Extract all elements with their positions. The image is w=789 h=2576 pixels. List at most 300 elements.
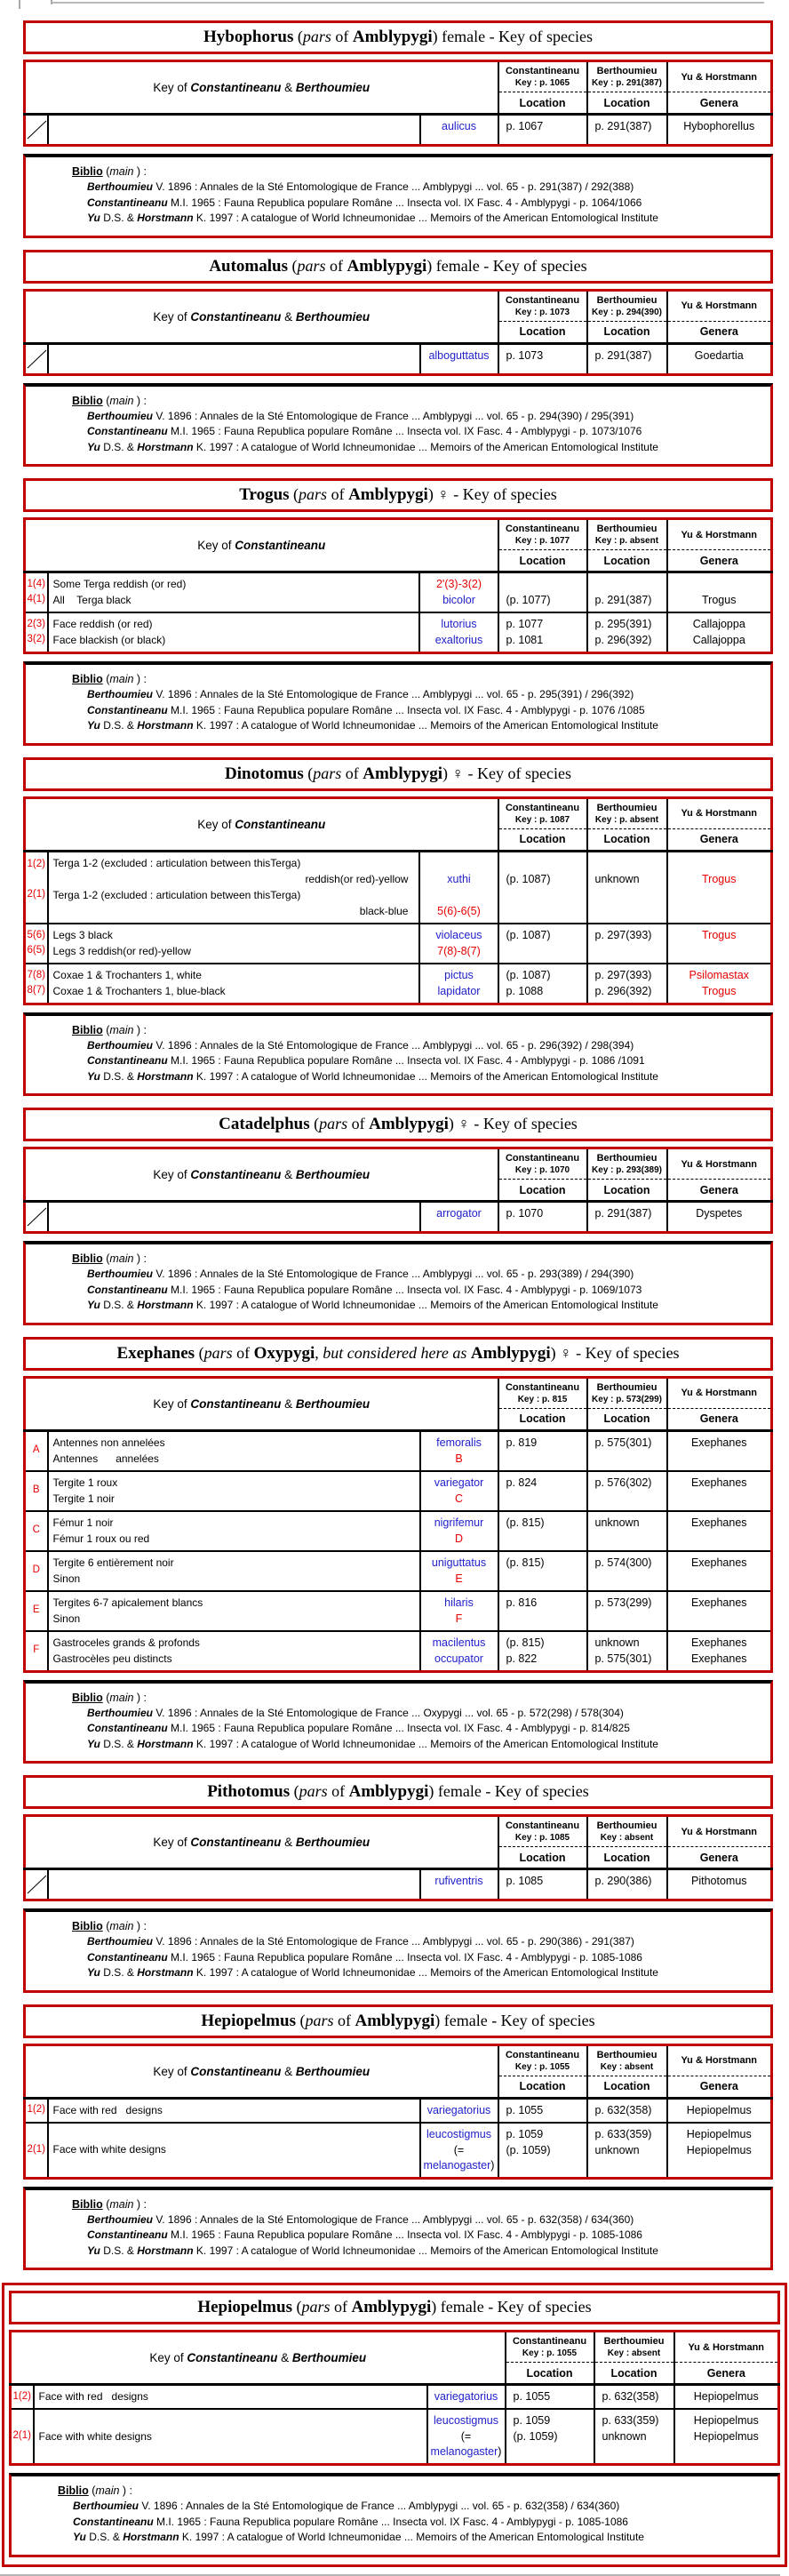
couplet-number: 1(4) xyxy=(27,579,45,589)
species-line xyxy=(420,871,497,887)
column-header-name: Constantineanu xyxy=(512,2336,587,2347)
column-header-berthoumieu xyxy=(594,2332,674,2385)
location-value: p. 1070 xyxy=(506,1207,544,1220)
location-value: p. 574(300) xyxy=(594,1556,652,1569)
section-title-text: of xyxy=(232,1343,254,1362)
biblio-line-text: Berthoumieu xyxy=(87,1038,154,1052)
key-table-row xyxy=(25,2123,772,2179)
couplet-number-cell xyxy=(25,924,48,964)
species-link[interactable]: lapidator xyxy=(437,984,481,997)
location-constantineanu-cell xyxy=(498,572,587,613)
key-table-head-row xyxy=(25,797,772,851)
key-author-label xyxy=(25,1816,498,1869)
section-title-text: Hybophorus xyxy=(203,28,294,46)
species-link[interactable]: variegatorius xyxy=(426,2103,491,2116)
location-value: p. 575(301) xyxy=(594,1436,652,1449)
species-cell xyxy=(419,572,498,613)
criteria-text: reddish(or red)-yellow xyxy=(305,872,409,885)
biblio-heading-text: ) : xyxy=(133,1691,147,1704)
column-header-key-page: Key : absent xyxy=(607,2348,661,2358)
genera-value: Exephanes xyxy=(690,1516,747,1529)
section-title-text: of xyxy=(341,764,363,782)
section-title-text: pars xyxy=(203,1343,233,1362)
section-title-text: Amblypygi xyxy=(355,2011,435,2030)
column-header-subtitle: Location xyxy=(603,325,650,338)
section-title-text: Amblypygi xyxy=(369,1115,449,1133)
column-header-top xyxy=(675,2332,778,2363)
criteria-text: Sinon xyxy=(52,1612,81,1625)
section-title-text: ) ♀ - Key of species xyxy=(427,485,557,503)
column-header-top xyxy=(506,2332,594,2363)
column-header-top xyxy=(588,1379,666,1409)
species-line xyxy=(420,632,497,648)
biblio-line xyxy=(31,718,765,734)
species-cell xyxy=(420,2098,498,2123)
couplet-number: 2(1) xyxy=(12,2430,31,2441)
key-table-row xyxy=(25,1471,772,1511)
key-table xyxy=(23,517,773,654)
key-table-row xyxy=(11,2385,779,2410)
section-title-text: ) ♀ - Key of species xyxy=(550,1343,680,1362)
species-link[interactable]: melanogaster xyxy=(423,2158,491,2172)
key-author-label xyxy=(11,2332,506,2385)
key-table-head-row xyxy=(25,1148,772,1202)
criteria-text: Coxae 1 & Trochanters 1, white xyxy=(52,968,202,981)
species-link[interactable]: leucostigmus xyxy=(434,2414,498,2427)
column-header-berthoumieu xyxy=(587,61,667,115)
couplet-number: 1(2) xyxy=(27,2104,45,2115)
column-header-key-page: Key : p. 1073 xyxy=(514,307,570,317)
biblio-heading-text: main xyxy=(109,1252,134,1265)
biblio-heading-text: ( xyxy=(88,2484,96,2497)
species-link[interactable]: occupator xyxy=(434,1652,483,1665)
species-cell xyxy=(420,1430,498,1471)
biblio-heading-text: Biblio xyxy=(72,1023,103,1036)
biblio-line xyxy=(31,409,765,425)
column-header-yu-horstmann xyxy=(667,61,772,115)
biblio-line-text: D.S. & xyxy=(100,440,138,453)
location-constantineanu-cell xyxy=(498,1631,587,1672)
biblio-heading-text: Biblio xyxy=(72,1252,103,1265)
genera-cell xyxy=(667,343,772,374)
criteria-text xyxy=(49,350,419,366)
biblio-line-text: Horstmann xyxy=(123,2531,179,2543)
species-line xyxy=(420,967,497,983)
biblio-heading-text: ( xyxy=(102,2197,110,2211)
location-value xyxy=(588,855,666,871)
species-line xyxy=(420,887,497,903)
biblio-heading xyxy=(17,2483,772,2499)
criteria-text: Gastrocèles peu distincts xyxy=(52,1652,172,1665)
column-header-name: Yu & Horstmann xyxy=(681,300,758,311)
biblio-line-text: V. 1896 : Annales de la Sté Entomologique de France ... Amblypygi ... vol. 65 - p. 294(390) / 295(391) xyxy=(153,409,634,422)
key-table xyxy=(9,2330,780,2466)
species-link[interactable]: melanogaster xyxy=(430,2445,498,2458)
criteria-text: Antennes annelées xyxy=(52,1452,159,1465)
column-header-subtitle: Location xyxy=(603,1851,650,1864)
species-link[interactable]: xuthi xyxy=(447,872,471,885)
biblio-line-text: Constantineanu xyxy=(87,1283,168,1296)
biblio-box xyxy=(9,2473,780,2557)
location-value: (p. 815) xyxy=(506,1636,545,1649)
biblio-heading-text: ( xyxy=(102,394,110,407)
column-header-name: Constantineanu xyxy=(505,802,580,813)
column-header-key-page: Key : p. absent xyxy=(594,536,659,546)
criteria-text: Terga 1-2 (excluded : articulation between thisTerga) xyxy=(52,856,301,869)
section-title xyxy=(23,1775,773,1809)
species-link[interactable]: lutorius xyxy=(441,618,477,630)
location-value: p. 297(393) xyxy=(594,968,652,981)
column-header-top xyxy=(668,1379,771,1409)
column-header-constantineanu xyxy=(498,1377,587,1430)
column-header-subtitle: Genera xyxy=(699,96,738,109)
species-cell xyxy=(420,1202,498,1233)
genera-cell xyxy=(667,1430,772,1471)
section-title-text: pars xyxy=(302,28,331,45)
column-header-top xyxy=(588,1817,666,1847)
section-title-text: Amblypygi xyxy=(352,28,433,46)
biblio-heading-text: ) : xyxy=(119,2484,133,2497)
key-table-head xyxy=(25,1377,772,1430)
key-table-head-row xyxy=(25,290,772,343)
species-line xyxy=(428,2428,505,2460)
column-header-top xyxy=(668,62,771,92)
section-title-text: Oxypygi xyxy=(253,1343,315,1363)
genera-value xyxy=(668,855,771,871)
species-link[interactable]: macilentus xyxy=(432,1636,486,1649)
biblio-line-text: Horstmann xyxy=(137,719,194,732)
biblio-heading-text: main xyxy=(109,394,134,407)
location-value xyxy=(499,576,586,592)
column-header-subtitle: Location xyxy=(519,1183,566,1196)
section-title-text: ( xyxy=(293,28,303,45)
couplet-number-cell xyxy=(25,851,48,924)
species-line xyxy=(421,1595,498,1611)
biblio-line-text: Yu xyxy=(87,1737,100,1750)
key-author-label-text: Berthoumieu xyxy=(295,309,371,324)
couplet-number-cell xyxy=(11,2409,34,2465)
biblio-line-text: K. 1997 : A catalogue of World Ichneumonidae ... Memoirs of the American Entomological Institute xyxy=(193,1966,658,1979)
biblio-line-text: M.I. 1965 : Fauna Republica populare Române ... Insecta vol. IX Fasc. 4 - Amblypygi - p. 1064/1066 xyxy=(167,196,642,209)
species-cell xyxy=(420,2123,498,2179)
biblio-box xyxy=(23,1012,773,1097)
criteria-cell xyxy=(48,924,420,964)
biblio-line-text: Constantineanu xyxy=(87,196,168,209)
biblio-heading-text: main xyxy=(109,1023,134,1036)
location-value: (p. 1087) xyxy=(506,928,551,941)
location-value: p. 822 xyxy=(506,1652,538,1665)
biblio-line-text: Berthoumieu xyxy=(87,2212,154,2226)
criteria-cell xyxy=(48,2123,420,2179)
key-author-label-text: Key of xyxy=(153,1396,191,1411)
column-header-berthoumieu xyxy=(587,1377,667,1430)
biblio-line-text: Yu xyxy=(87,212,100,224)
couplet-number: 6(5) xyxy=(27,944,45,956)
key-table-head-row xyxy=(25,61,772,115)
location-constantineanu-cell xyxy=(498,612,587,653)
key-author-label-text: Berthoumieu xyxy=(295,1168,371,1181)
species-link[interactable]: violaceus xyxy=(435,928,482,941)
key-author-label-text: Key of xyxy=(149,2351,187,2364)
section-title-text: pars xyxy=(319,1115,348,1132)
location-berthoumieu-cell xyxy=(587,1511,667,1551)
section-hybophorus xyxy=(23,20,773,238)
column-header-top xyxy=(499,2046,586,2076)
page-edge-line xyxy=(52,2,764,4)
column-header-key-page: Key : p. 294(390) xyxy=(592,307,662,317)
biblio-heading-text: ( xyxy=(102,673,110,685)
section-title xyxy=(23,478,773,512)
column-header-berthoumieu xyxy=(587,797,667,851)
column-header-top xyxy=(588,62,666,92)
biblio-heading-text: Biblio xyxy=(72,673,103,685)
column-header-key-page: Key : p. 1055 xyxy=(514,2061,570,2072)
key-author-label-text: Key of xyxy=(197,817,235,831)
column-header-berthoumieu xyxy=(587,2044,667,2098)
biblio-line-text: Constantineanu xyxy=(87,2228,168,2241)
species-link[interactable]: arrogator xyxy=(436,1207,482,1220)
criteria-cell xyxy=(48,2098,420,2123)
criteria-text: Legs 3 black xyxy=(52,928,113,941)
biblio-line xyxy=(31,424,765,440)
species-line xyxy=(421,1531,498,1547)
biblio-line-text: V. 1896 : Annales de la Sté Entomologique de France ... Amblypygi ... vol. 65 - p. 290(386) - 291(387) xyxy=(153,1935,634,1948)
key-reference: 2'(3)-3(2) xyxy=(435,578,482,590)
biblio-box xyxy=(23,2187,773,2271)
key-author-label-text: Berthoumieu xyxy=(291,2351,367,2364)
biblio-heading-text: ) : xyxy=(133,1252,147,1265)
section-title-text: ( xyxy=(195,1343,204,1362)
key-table-head xyxy=(25,1148,772,1202)
column-header-constantineanu xyxy=(506,2332,594,2385)
column-header-constantineanu xyxy=(498,2044,587,2098)
species-link[interactable]: exaltorius xyxy=(434,634,483,646)
biblio-line xyxy=(31,1267,765,1283)
biblio-line-text: Horstmann xyxy=(137,2244,194,2257)
key-author-label-text: & xyxy=(281,309,296,324)
column-header-name: Yu & Horstmann xyxy=(688,2341,765,2353)
key-table xyxy=(23,1376,773,1673)
key-reference: F xyxy=(455,1612,463,1625)
location-value: unknown xyxy=(594,872,640,885)
column-header-subtitle: Location xyxy=(603,833,650,845)
location-value: p. 816 xyxy=(506,1596,538,1609)
key-table xyxy=(23,289,773,376)
column-header-subtitle: Location xyxy=(519,1412,566,1425)
location-value: p. 1077 xyxy=(506,618,544,630)
key-table xyxy=(23,1147,773,1234)
location-value: p. 575(301) xyxy=(594,1652,652,1665)
key-author-label-text: Berthoumieu xyxy=(295,1396,371,1411)
section-outer-box-hepiopelmus-2 xyxy=(2,2283,787,2567)
species-link[interactable]: uniguttatus xyxy=(431,1556,487,1569)
page-top-edge-artifact xyxy=(0,0,789,9)
key-author-label-text: & xyxy=(281,81,296,94)
column-header-top xyxy=(668,799,771,829)
species-link[interactable]: rufiventris xyxy=(434,1875,483,1887)
biblio-heading-text: main xyxy=(109,673,134,685)
key-author-label-text: Key of xyxy=(153,1168,191,1181)
biblio-line-text: Horstmann xyxy=(137,1069,194,1083)
key-reference: C xyxy=(454,1492,464,1505)
species-link[interactable]: femoralis xyxy=(436,1436,482,1449)
key-table-body xyxy=(25,851,772,1004)
column-header-constantineanu xyxy=(498,797,587,851)
species-line xyxy=(421,1555,498,1571)
couplet-number-cell xyxy=(25,115,48,146)
biblio-line xyxy=(31,1950,765,1966)
location-value: unknown xyxy=(602,2430,647,2443)
diagonal-empty-cell-icon xyxy=(27,1875,47,1894)
location-berthoumieu-cell xyxy=(587,2098,667,2123)
key-author-label-text: Constantineanu xyxy=(190,1168,282,1181)
key-reference: D xyxy=(454,1532,464,1545)
column-header-subtitle: Location xyxy=(603,1183,650,1196)
column-header-berthoumieu xyxy=(587,1148,667,1202)
location-constantineanu-cell xyxy=(498,851,587,924)
diagonal-empty-cell-icon xyxy=(27,349,47,369)
genera-value: Hepiopelmus xyxy=(686,2143,752,2156)
location-berthoumieu-cell xyxy=(587,1202,667,1233)
species-link[interactable]: hilaris xyxy=(444,1596,474,1609)
biblio-line-text: K. 1997 : A catalogue of World Ichneumonidae ... Memoirs of the American Entomological Institute xyxy=(179,2531,644,2543)
key-table-body xyxy=(11,2385,779,2465)
biblio-line xyxy=(31,1965,765,1981)
genera-cell xyxy=(674,2385,779,2410)
species-line xyxy=(420,855,497,871)
couplet-number-cell xyxy=(25,1631,48,1672)
species-line xyxy=(428,2412,505,2428)
key-author-label-text: & xyxy=(277,2351,292,2364)
genera-value: Hepiopelmus xyxy=(693,2390,759,2403)
species-line xyxy=(420,616,497,632)
key-author-label-text: & xyxy=(281,1396,296,1411)
column-header-top xyxy=(668,1149,771,1180)
column-header-top xyxy=(588,2046,666,2076)
biblio-line-text: M.I. 1965 : Fauna Republica populare Române ... Insecta vol. IX Fasc. 4 - Amblypygi - p. 814/825 xyxy=(167,1722,630,1734)
species-link[interactable]: variegator xyxy=(434,1476,484,1489)
criteria-cell xyxy=(48,572,420,613)
species-link[interactable]: alboguttatus xyxy=(428,348,490,362)
biblio-line-text: D.S. & xyxy=(100,1069,138,1083)
couplet-number xyxy=(26,902,47,917)
location-value: p. 1073 xyxy=(506,348,544,362)
species-cell xyxy=(419,851,498,924)
couplet-number-cell xyxy=(25,572,48,613)
section-title-text: ) female - Key of species xyxy=(428,1782,589,1800)
column-header-top xyxy=(668,520,771,550)
species-link[interactable]: bicolor xyxy=(442,594,475,606)
couplet-number-cell xyxy=(25,1202,48,1233)
genera-cell xyxy=(667,1511,772,1551)
biblio-box xyxy=(23,383,773,468)
criteria-cell xyxy=(48,851,420,924)
criteria-text: Face with white designs xyxy=(38,2429,152,2443)
biblio-line xyxy=(31,1283,765,1299)
species-link[interactable]: nigrifemur xyxy=(434,1516,484,1529)
location-value: p. 576(302) xyxy=(594,1476,652,1489)
section-title-text: Catadelphus xyxy=(219,1115,310,1133)
genera-cell xyxy=(667,1202,772,1233)
genera-value: Callajoppa xyxy=(692,618,745,630)
section-title-text: Amblypygi xyxy=(347,256,427,276)
location-value: p. 291(387) xyxy=(594,348,652,362)
biblio-line-text: D.S. & xyxy=(100,719,138,732)
criteria-cell xyxy=(48,1511,420,1551)
section-title-text: , xyxy=(315,1343,323,1362)
biblio-line-text: V. 1896 : Annales de la Sté Entomologique de France ... Amblypygi ... vol. 65 - p. 295(391) / 296(392) xyxy=(153,688,634,700)
column-header-name: Constantineanu xyxy=(505,1381,580,1393)
key-table-head xyxy=(25,797,772,851)
species-link[interactable]: pictus xyxy=(444,968,474,981)
key-table-head xyxy=(25,2044,772,2098)
key-author-label-text: & xyxy=(281,2064,296,2078)
column-header-subtitle: Location xyxy=(519,2080,566,2092)
criteria-text: Some Terga reddish (or red) xyxy=(52,578,187,590)
key-table-row xyxy=(25,572,772,613)
biblio-line xyxy=(31,2244,765,2260)
column-header-name: Constantineanu xyxy=(505,294,580,306)
section-exephanes xyxy=(23,1337,773,1764)
couplet-number: 4(1) xyxy=(27,594,45,604)
section-title-text: but considered here as xyxy=(323,1343,471,1362)
location-berthoumieu-cell xyxy=(587,964,667,1004)
location-constantineanu-cell xyxy=(498,1430,587,1471)
key-author-label xyxy=(25,797,498,851)
couplet-number-cell xyxy=(25,1430,48,1471)
location-berthoumieu-cell xyxy=(594,2409,674,2465)
key-author-label-text: Constantineanu xyxy=(190,1836,282,1849)
criteria-text: Terga 1-2 (excluded : articulation between thisTerga) xyxy=(52,888,301,901)
key-author-label-text: & xyxy=(281,1836,296,1849)
genera-value: Exephanes xyxy=(690,1436,747,1449)
biblio-heading-text: main xyxy=(109,2197,134,2211)
species-link[interactable]: variegatorius xyxy=(434,2390,498,2403)
criteria-text: Sinon xyxy=(52,1572,81,1585)
genera-cell xyxy=(674,2409,779,2465)
genera-cell xyxy=(667,2123,772,2179)
biblio-line xyxy=(31,1737,765,1753)
key-table xyxy=(23,1814,773,1901)
column-header-top xyxy=(499,1817,586,1847)
biblio-line-text: M.I. 1965 : Fauna Republica populare Române ... Insecta vol. IX Fasc. 4 - Amblypygi - p. 1073/1076 xyxy=(167,425,642,437)
biblio-heading-text: Biblio xyxy=(72,394,103,407)
key-table-head-row xyxy=(25,1816,772,1869)
column-header-name: Constantineanu xyxy=(505,1820,580,1831)
key-author-label-text: Berthoumieu xyxy=(295,81,371,94)
location-constantineanu-cell xyxy=(498,964,587,1004)
biblio-line-text: M.I. 1965 : Fauna Republica populare Române ... Insecta vol. IX Fasc. 4 - Amblypygi - p. 1085-1086 xyxy=(167,2228,642,2241)
column-header-yu-horstmann xyxy=(667,519,772,572)
section-title xyxy=(9,2291,780,2324)
biblio-line-text: Berthoumieu xyxy=(87,688,154,700)
column-header-key-page: Key : absent xyxy=(600,2061,654,2072)
key-table-head xyxy=(25,61,772,115)
genera-value: Hepiopelmus xyxy=(693,2430,759,2443)
biblio-heading xyxy=(31,164,765,180)
criteria-text: All Terga black xyxy=(52,594,132,606)
species-link[interactable]: aulicus xyxy=(442,120,476,132)
genera-value: Exephanes xyxy=(690,1556,747,1569)
synonym-suffix: ) xyxy=(490,2158,495,2172)
section-title-text: Amblypygi xyxy=(363,764,442,783)
biblio-line-text: K. 1997 : A catalogue of World Ichneumonidae ... Memoirs of the American Entomological Institute xyxy=(193,212,658,224)
column-header-name: Constantineanu xyxy=(505,2049,580,2060)
species-link[interactable]: leucostigmus xyxy=(426,2127,491,2140)
column-header-constantineanu xyxy=(498,61,587,115)
criteria-cell xyxy=(48,115,420,146)
biblio-box xyxy=(23,661,773,746)
